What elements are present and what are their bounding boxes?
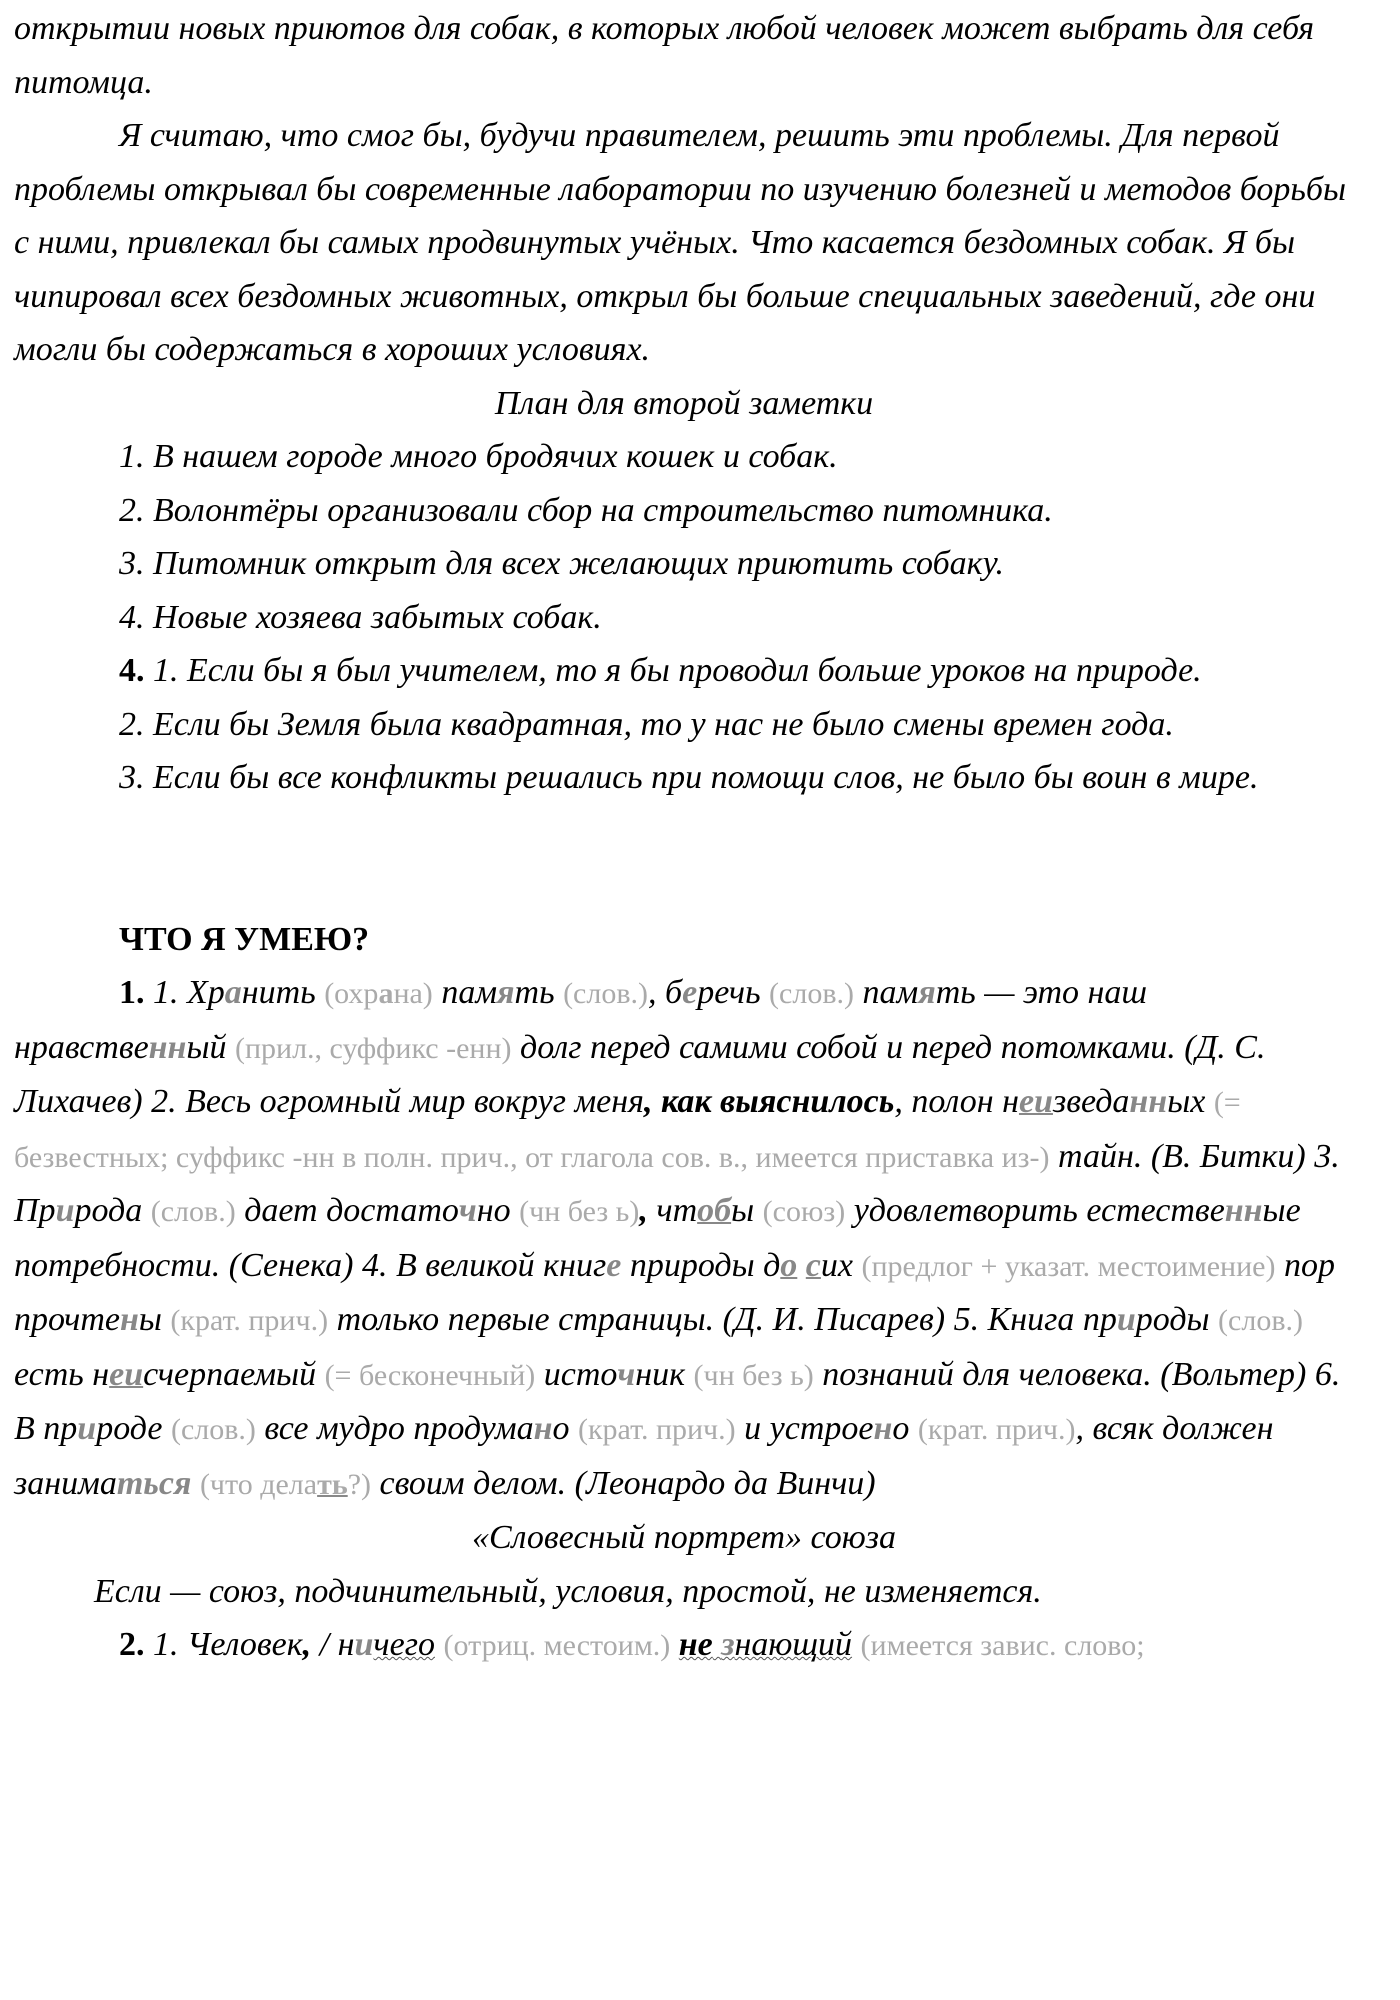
- grammar-note: (чн без ь): [693, 1358, 814, 1392]
- text-run: нающий: [734, 1626, 853, 1663]
- text-run: ться: [116, 1464, 192, 1502]
- text-run: ч: [458, 1192, 477, 1229]
- text-run: н: [873, 1410, 893, 1447]
- text-run: чего: [373, 1626, 435, 1663]
- task4-item-2: 2. Если бы Земля была квадратная, то у нас не было смены времен года.: [119, 705, 1174, 743]
- text-run: роде: [96, 1410, 171, 1447]
- grammar-note: (крат. прич.): [577, 1413, 736, 1446]
- text-run: , полон н: [894, 1083, 1019, 1120]
- text-run: речь: [697, 974, 770, 1011]
- text-run: удовлетворить естестве: [845, 1192, 1225, 1229]
- grammar-note: (что дела: [199, 1467, 318, 1501]
- grammar-note: (= безвестных; суффикс -нн в полн. прич., от глагола сов. в., имеется приставка из-): [14, 1086, 1241, 1174]
- grammar-note: (= бесконечный): [324, 1358, 536, 1392]
- text-run: ые потребности. (Сенека) 4. В великой книг: [14, 1192, 1301, 1284]
- text-run: нн: [1224, 1192, 1263, 1229]
- text-run: роды: [1135, 1301, 1219, 1338]
- text-run: я: [918, 974, 936, 1011]
- text-run: 1. Хр: [144, 974, 225, 1011]
- text-run: [191, 1465, 200, 1502]
- list-item: 4. Новые хозяева забытых собак.: [119, 598, 602, 636]
- text-run: пам: [432, 974, 498, 1011]
- text-run: есть н: [14, 1355, 110, 1393]
- text-run: долг перед самими собой и перед потомками. (Д. С. Лихачев) 2. Весь огромный мир вокруг меня: [14, 1028, 1266, 1120]
- task-number: 2.: [119, 1626, 145, 1663]
- text-run: 1. Человек: [144, 1626, 303, 1663]
- grammar-note: (имеется завис. слово;: [860, 1629, 1145, 1662]
- text-run: и: [354, 1626, 374, 1663]
- task4-text: 1. Если бы я был учителем, то я бы проводил больше уроков на природе.: [144, 652, 1202, 689]
- grammar-note: (слов.): [769, 977, 854, 1010]
- text-run: нить: [241, 974, 325, 1011]
- text-run: и устрое: [735, 1410, 874, 1447]
- paragraph-shelters: открытии новых приютов для собак, в которых любой человек может выбрать для себя питомца.: [14, 10, 1315, 101]
- grammar-note: (слов.): [150, 1195, 236, 1228]
- text-run: н: [533, 1410, 553, 1447]
- grammar-note: на): [393, 977, 433, 1010]
- text-run: рода: [74, 1192, 151, 1229]
- paragraph-ruler: Я считаю, что смог бы, будучи правителем, решить эти проблемы. Для первой проблемы открывал бы современные лаборатории по изучению болезней и методов борьбы с ними, привлекал бы самых продвинутых учёных. Что касается бездомных собак. Я бы чипировал всех бездомных животных, открыл бы больше специальных заведений, где они могли бы содержаться в хороших условиях.: [14, 117, 1347, 368]
- portrait-title: «Словесный портрет» союза: [471, 1519, 897, 1556]
- grammar-note: (слов.): [563, 977, 648, 1010]
- text-run: н: [119, 1301, 139, 1338]
- grammar-note: ?): [347, 1467, 372, 1501]
- text-run: ы: [138, 1301, 171, 1338]
- text-run: , всяк должен занима: [14, 1410, 1274, 1502]
- text-run: [713, 1626, 722, 1663]
- text-run: я: [497, 974, 515, 1011]
- text-run: , как выяснилось: [643, 1083, 895, 1120]
- task4-item-3: 3. Если бы все конфликты решались при помощи слов, не было бы воин в мире.: [119, 759, 1259, 796]
- text-run: , б: [648, 974, 683, 1011]
- grammar-note: (прил., суффикс -енн): [234, 1031, 512, 1065]
- text-run: ,: [639, 1192, 648, 1229]
- text-run: тайн. (В. Битки) 3. Пр: [14, 1137, 1340, 1229]
- text-run: пам: [853, 974, 919, 1011]
- text-run: [435, 1626, 444, 1663]
- text-run: с: [805, 1246, 821, 1284]
- text-run: и: [55, 1192, 75, 1229]
- text-run: / н: [311, 1626, 355, 1663]
- text-run: только первые страницы. (Д. И. Писарев) 5. Книга пр: [328, 1301, 1117, 1338]
- text-run: е: [606, 1246, 622, 1284]
- task2-paragraph: [14, 1618, 1354, 1673]
- text-run: все мудро продума: [255, 1410, 534, 1447]
- text-run: [852, 1626, 861, 1663]
- text-run: ы: [731, 1192, 763, 1229]
- text-run: ть: [514, 974, 564, 1011]
- text-run: о: [892, 1410, 918, 1447]
- text-run: их: [820, 1246, 862, 1284]
- portrait-text: Если — союз, подчинительный, условия, простой, не изменяется.: [94, 1572, 1042, 1610]
- task-number: 1.: [119, 974, 145, 1011]
- text-run: еи: [109, 1355, 144, 1393]
- grammar-note: (слов.): [1218, 1304, 1303, 1337]
- text-run: своим делом. (Леонардо да Винчи): [371, 1464, 876, 1502]
- text-run: познаний для человека. (Вольтер) 6. В пр: [14, 1355, 1341, 1447]
- grammar-note: (охр: [324, 977, 379, 1010]
- plan-list: [14, 430, 1354, 644]
- document-page: [14, 2, 1354, 1673]
- text-run: нн: [1129, 1083, 1168, 1120]
- list-item: 1. В нашем городе много бродячих кошек и собак.: [119, 438, 838, 475]
- text-run: ,: [302, 1626, 312, 1663]
- grammar-note: (отриц. местоим.): [443, 1629, 671, 1662]
- section-heading: ЧТО Я УМЕЮ?: [119, 920, 370, 958]
- text-run: [670, 1626, 679, 1663]
- text-run: природы д: [621, 1246, 781, 1284]
- grammar-note: (слов.): [170, 1413, 256, 1446]
- text-run: о: [780, 1246, 798, 1284]
- list-item: 3. Питомник открыт для всех желающих приютить собаку.: [119, 545, 1005, 582]
- text-run: ый: [186, 1028, 235, 1066]
- task1-paragraph: [14, 966, 1354, 1511]
- grammar-note: (союз): [762, 1195, 846, 1228]
- text-run: не: [678, 1626, 713, 1663]
- text-run: пор прочте: [14, 1246, 1335, 1338]
- text-run: счерпаемый: [143, 1355, 325, 1393]
- text-run: а: [224, 974, 242, 1011]
- plan-title: План для второй заметки: [494, 384, 874, 422]
- section-gap: [14, 805, 1354, 913]
- grammar-note: (крат. прич.): [917, 1413, 1076, 1446]
- list-item: 2. Волонтёры организовали сбор на строительство питомника.: [119, 491, 1053, 529]
- text-run: и: [77, 1410, 97, 1447]
- text-run: исто: [535, 1355, 618, 1393]
- text-run: з: [721, 1626, 735, 1663]
- text-run: и: [1116, 1301, 1136, 1338]
- grammar-note: (предлог + указат. местоимение): [861, 1249, 1276, 1283]
- text-run: дает достато: [235, 1192, 459, 1229]
- text-run: чт: [647, 1192, 698, 1229]
- text-run: ник: [635, 1355, 694, 1393]
- text-run: о: [552, 1410, 578, 1447]
- grammar-note: (крат. прич.): [170, 1304, 329, 1337]
- grammar-note: а: [378, 977, 394, 1010]
- text-run: ых: [1167, 1083, 1214, 1120]
- grammar-note: ть: [317, 1467, 348, 1501]
- text-run: об: [697, 1192, 732, 1229]
- text-run: [797, 1247, 806, 1284]
- text-run: ч: [617, 1355, 636, 1393]
- text-run: нн: [148, 1028, 187, 1066]
- text-run: е: [682, 974, 698, 1011]
- text-run: еи: [1018, 1083, 1053, 1120]
- task-number: 4.: [119, 652, 145, 689]
- grammar-note: (чн без ь): [519, 1195, 640, 1228]
- text-run: но: [476, 1192, 520, 1229]
- text-run: зведа: [1052, 1083, 1130, 1120]
- task4-item-1: [14, 644, 1354, 698]
- text-run: ть — это наш нравстве: [14, 974, 1148, 1066]
